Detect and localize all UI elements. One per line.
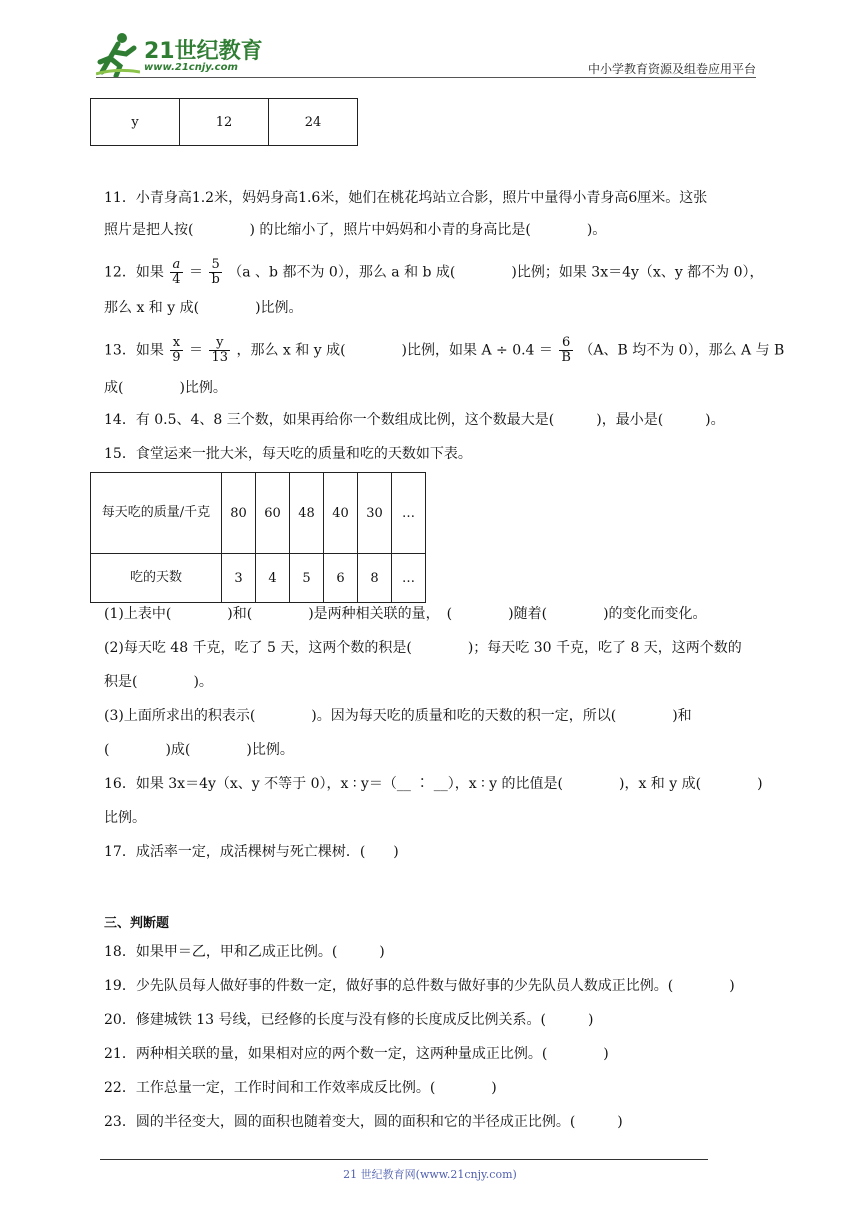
- q19-line: 19．少先队员每人做好事的件数一定，做好事的总件数与做好事的少先队员人数成正比例。( ): [104, 978, 735, 994]
- table-cell: 3: [222, 554, 256, 603]
- q15-intro: 15．食堂运来一批大米，每天吃的质量和吃的天数如下表。: [104, 446, 472, 462]
- q18-line: 18．如果甲＝乙，甲和乙成正比例。( ): [104, 944, 385, 960]
- table-cell: 30: [358, 473, 392, 554]
- table-cell: 60: [256, 473, 290, 554]
- q13-prefix: 13．如果: [104, 342, 164, 359]
- table-cell: 24: [269, 99, 358, 146]
- table-row: [91, 473, 426, 554]
- q23-line: 23．圆的半径变大，圆的面积也随着变大，圆的面积和它的半径成正比例。( ): [104, 1114, 623, 1130]
- q17-line: 17．成活率一定，成活棵树与死亡棵树．( ): [104, 844, 399, 860]
- q16-line1: 16．如果 3x＝4y（x、y 不等于 0），x ∶ y＝（__ ∶ __），x ∶ y 的比值是( )，x 和 y 成( ): [104, 776, 763, 792]
- q11-line1: 11．小青身高1.2米，妈妈身高1.6米，她们在桃花坞站立合影，照片中量得小青身高6厘米。这张: [104, 190, 708, 206]
- brand-name: 21世纪教育: [144, 39, 263, 64]
- q12-prefix: 12．如果: [104, 264, 164, 281]
- fraction: [559, 336, 573, 365]
- fraction-numerator: y: [209, 336, 230, 351]
- fraction-numerator: a: [170, 258, 182, 273]
- fraction: [170, 336, 182, 365]
- fraction-numerator: x: [170, 336, 182, 351]
- table-cell: 5: [290, 554, 324, 603]
- fraction-denominator: 9: [172, 350, 181, 365]
- q13-line2: 成( )比例。: [104, 380, 227, 396]
- q15-part3-line2: ( )成( )比例。: [104, 742, 294, 758]
- fraction-denominator: 4: [172, 272, 181, 287]
- table-cell: y: [91, 99, 180, 146]
- q13-tail: （A、B 均不为 0），那么 A 与 B: [579, 342, 785, 359]
- footer-link[interactable]: 21 世纪教育网(www.21cnjy.com): [343, 1168, 517, 1181]
- table-cell: 80: [222, 473, 256, 554]
- q12-line2: 那么 x 和 y 成( )比例。: [104, 300, 303, 316]
- q15-part2-line1: (2)每天吃 48 千克，吃了 5 天，这两个数的积是( )；每天吃 30 千克，吃了 8 天，这两个数的: [104, 640, 742, 656]
- q20-line: 20．修建城铁 13 号线，已经修的长度与没有修的长度成反比例关系。( ): [104, 1012, 594, 1028]
- q22-line: 22．工作总量一定，工作时间和工作效率成反比例。( ): [104, 1080, 497, 1096]
- xy-table: [90, 98, 358, 146]
- table-cell: 12: [180, 99, 269, 146]
- table-header-cell: 每天吃的质量/千克: [91, 473, 222, 554]
- footer-divider: [100, 1159, 708, 1160]
- table-row: [91, 554, 426, 603]
- equals-sign: ＝: [189, 264, 204, 281]
- fraction: [170, 258, 182, 287]
- table-cell: 6: [324, 554, 358, 603]
- q15-part1: (1)上表中( )和( )是两种相关联的量， ( )随着( )的变化而变化。: [104, 606, 707, 622]
- platform-label: 中小学教育资源及组卷应用平台: [587, 62, 756, 76]
- q13-line1: [104, 336, 784, 365]
- fraction-numerator: 6: [559, 336, 573, 351]
- q15-part2-line2: 积是( )。: [104, 674, 213, 690]
- table-cell: 8: [358, 554, 392, 603]
- fraction-denominator: 13: [211, 350, 229, 365]
- table-header-cell: 吃的天数: [91, 554, 222, 603]
- fraction: [209, 258, 221, 287]
- q16-line2: 比例。: [104, 810, 146, 826]
- section-heading: 三、判断题: [104, 916, 170, 931]
- fraction-denominator: b: [211, 272, 220, 287]
- equals-sign: ＝: [189, 342, 204, 359]
- q15-part3-line1: (3)上面所求出的积表示( )。因为每天吃的质量和吃的天数的积一定，所以( )和: [104, 708, 692, 724]
- rice-table: [90, 472, 426, 603]
- q12-text: （a 、b 都不为 0），那么 a 和 b 成( )比例；如果 3x＝4y（x、y 都不为 0），: [228, 264, 764, 281]
- q21-line: 21．两种相关联的量，如果相对应的两个数一定，这两种量成正比例。( ): [104, 1046, 609, 1062]
- fraction: [209, 336, 230, 365]
- table-cell: 4: [256, 554, 290, 603]
- table-cell: 48: [290, 473, 324, 554]
- table-row: [91, 99, 358, 146]
- table-cell: …: [392, 473, 426, 554]
- table-cell: …: [392, 554, 426, 603]
- fraction-numerator: 5: [209, 258, 221, 273]
- q14-line: 14．有 0.5、4、8 三个数，如果再给你一个数组成比例，这个数最大是( )，最小是( )。: [104, 412, 725, 428]
- fraction-denominator: B: [561, 350, 571, 365]
- q11-line2: 照片是把人按( ) 的比缩小了，照片中妈妈和小青的身高比是( )。: [104, 222, 607, 238]
- q13-text: ，那么 x 和 y 成( )比例，如果 A ÷ 0.4 ＝: [236, 342, 553, 359]
- brand-url: www.21cnjy.com: [144, 62, 238, 73]
- site-logo[interactable]: [96, 30, 266, 80]
- table-cell: 40: [324, 473, 358, 554]
- runner-icon: [96, 32, 140, 78]
- q12-line1: [104, 258, 764, 287]
- header-divider: [96, 77, 756, 78]
